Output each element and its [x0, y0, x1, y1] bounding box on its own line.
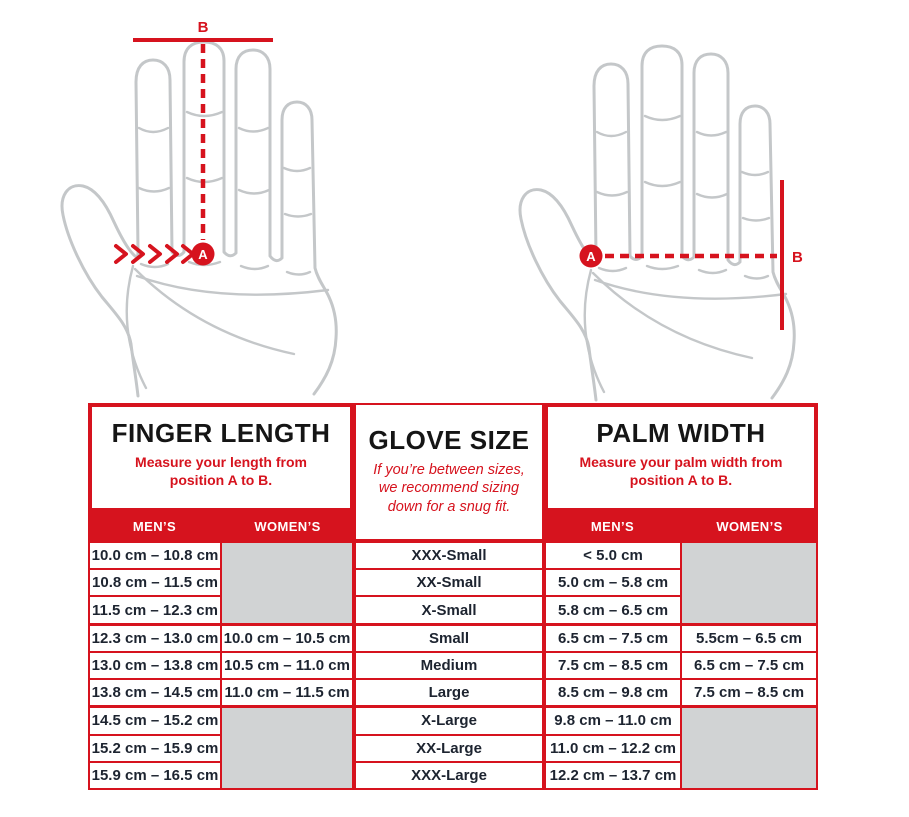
table-cell: 10.0 cm – 10.5 cm [222, 626, 352, 651]
size-cell: Medium [356, 653, 542, 678]
table-cell: 7.5 cm – 8.5 cm [546, 653, 680, 678]
finger-length-subtitle: Measure your length from position A to B. [135, 454, 307, 488]
glove-size-header [354, 403, 544, 541]
table-cell: 10.8 cm – 11.5 cm [90, 570, 220, 595]
womens-column-header: WOMEN’S [254, 519, 321, 534]
glove-size-table [354, 403, 544, 790]
finger-length-title: FINGER LENGTH [111, 418, 331, 448]
table-cell-empty [222, 543, 352, 623]
table-cell: 7.5 cm – 8.5 cm [682, 680, 816, 705]
row-group [90, 543, 352, 623]
size-cell: XX-Small [356, 570, 542, 595]
table-cell: 10.5 cm – 11.0 cm [222, 653, 352, 678]
finger-length-table [88, 403, 354, 790]
size-cell: X-Large [356, 708, 542, 733]
womens-column-header: WOMEN’S [716, 519, 783, 534]
table-cell: 9.8 cm – 11.0 cm [546, 708, 680, 733]
table-cell: 5.8 cm – 6.5 cm [546, 597, 680, 622]
palm-width-subtitle: Measure your palm width from position A to B. [579, 454, 783, 488]
table-cell: 13.8 cm – 14.5 cm [90, 680, 220, 705]
hand-outline-icon [520, 46, 794, 400]
size-cell: XXX-Small [356, 543, 542, 568]
row-group [546, 708, 816, 788]
mens-column-header: MEN’S [590, 519, 635, 534]
row-group [90, 708, 352, 788]
palm-width-header [544, 403, 818, 512]
finger-length-hand-diagram [38, 16, 388, 403]
table-cell: 5.5cm – 6.5 cm [682, 626, 816, 651]
table-cell: 11.0 cm – 11.5 cm [222, 680, 352, 705]
table-cell: 5.0 cm – 5.8 cm [546, 570, 680, 595]
size-cell: Large [356, 680, 542, 705]
row-group [90, 626, 352, 706]
hand-outline-icon [62, 42, 336, 396]
size-cell: Small [356, 626, 542, 651]
table-cell-empty [222, 708, 352, 788]
row-group [356, 543, 542, 623]
table-cell: 15.9 cm – 16.5 cm [90, 763, 220, 788]
table-cell: 15.2 cm – 15.9 cm [90, 736, 220, 761]
finger-length-header [88, 403, 354, 512]
label-a: A [586, 249, 596, 264]
label-b: B [792, 249, 803, 266]
table-cell: 6.5 cm – 7.5 cm [546, 626, 680, 651]
palm-width-table [544, 403, 818, 790]
mens-column-header: MEN’S [132, 519, 177, 534]
palm-width-rows [544, 541, 818, 790]
size-cell: X-Small [356, 597, 542, 622]
palm-width-title: PALM WIDTH [596, 418, 766, 448]
label-a: A [198, 247, 208, 262]
table-cell-empty [682, 543, 816, 623]
label-b: B [197, 19, 209, 36]
table-cell: < 5.0 cm [546, 543, 680, 568]
sizing-tables [88, 403, 818, 790]
row-group [356, 626, 542, 706]
glove-size-subtitle: If you’re between sizes, we recommend sizing down for a snug fit. [373, 462, 525, 515]
palm-width-column-headers [544, 512, 818, 541]
size-cell: XX-Large [356, 736, 542, 761]
table-cell: 13.0 cm – 13.8 cm [90, 653, 220, 678]
finger-length-column-headers [88, 512, 354, 541]
palm-width-hand-diagram [496, 20, 846, 407]
table-cell-empty [682, 708, 816, 788]
table-cell: 12.2 cm – 13.7 cm [546, 763, 680, 788]
finger-length-rows [88, 541, 354, 790]
table-cell: 10.0 cm – 10.8 cm [90, 543, 220, 568]
table-cell: 6.5 cm – 7.5 cm [682, 653, 816, 678]
row-group [546, 626, 816, 706]
glove-size-rows [354, 541, 544, 790]
table-cell: 8.5 cm – 9.8 cm [546, 680, 680, 705]
table-cell: 11.0 cm – 12.2 cm [546, 736, 680, 761]
table-cell: 14.5 cm – 15.2 cm [90, 708, 220, 733]
row-group [546, 543, 816, 623]
glove-size-title: GLOVE SIZE [368, 425, 530, 455]
table-cell: 12.3 cm – 13.0 cm [90, 626, 220, 651]
table-cell: 11.5 cm – 12.3 cm [90, 597, 220, 622]
row-group [356, 708, 542, 788]
size-cell: XXX-Large [356, 763, 542, 788]
